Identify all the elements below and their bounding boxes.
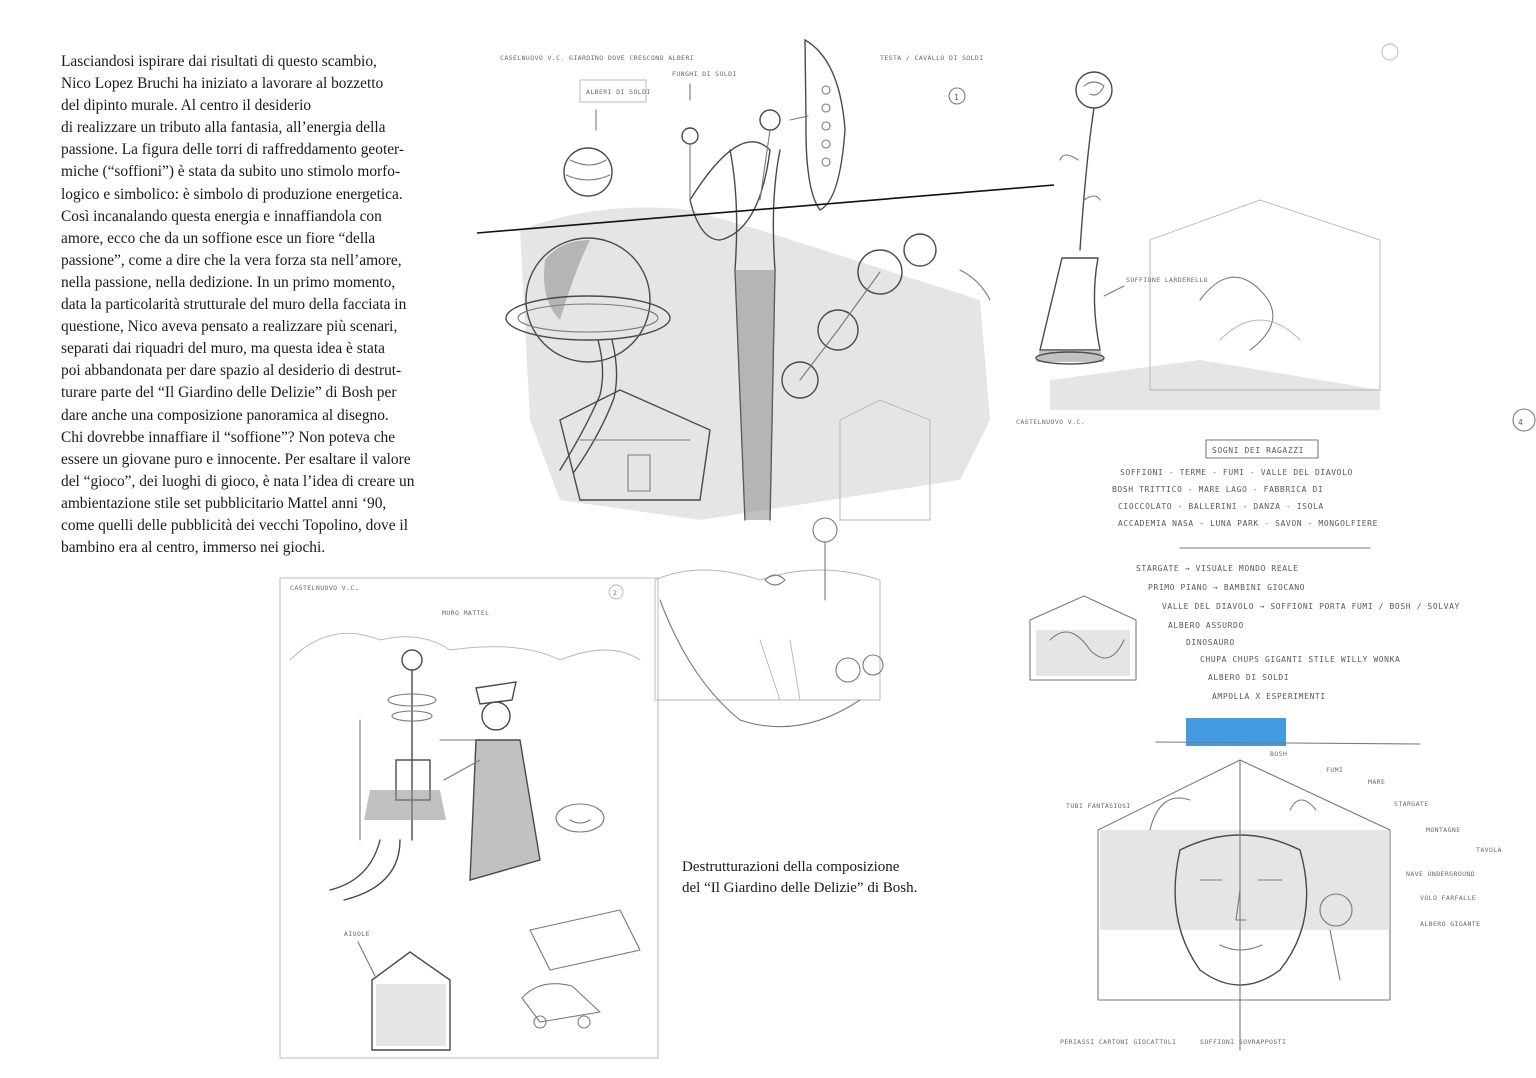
figure-caption [682,857,1012,899]
sketch-note-header-right: TESTA / CAVALLO DI SOLDI [880,54,984,62]
sketch-note-header-mid: FUNGHI DI SOLDI [672,70,737,78]
body-line: turare parte del “Il Giardino delle Delizie” di Bosh per [61,384,397,402]
body-line: bambino era al centro, immerso nei giochi. [61,539,326,557]
notes-title-box [1206,440,1318,458]
sketch-label: BOSH [1270,750,1288,758]
sketch-note-bottom: AIUOLE [344,930,370,938]
notes-line: STARGATE → VISUALE MONDO REALE [1136,564,1299,573]
sketch-label: FUMI [1326,766,1344,774]
caption-line: del “Il Giardino delle Delizie” di Bosh. [682,880,918,896]
pointer-line [477,185,1054,233]
body-line: separati dai riquadri del muro, ma questa idea è stata [61,340,385,358]
sketch-label: TUBI FANTASIOSI [1066,802,1131,810]
notes-line: ALBERO ASSURDO [1168,621,1244,630]
sketch-note-header: CASTELNUOVO V.C. [290,584,360,592]
body-line: miche (“soffioni”) è stata da subito uno stimolo morfo- [61,163,401,181]
blue-tape [1186,718,1286,746]
sketch-sheet-boy [280,578,658,1058]
notes-line: CIOCCOLATO - BALLERINI - DANZA - ISOLA [1118,502,1324,511]
body-line: logico e simbolico: è simbolo di produzione energetica. [61,185,403,203]
sketch-label: ALBERO GIGANTE [1420,920,1481,928]
page-number-mark [1513,409,1535,431]
body-line: del dipinto murale. Al centro il desiderio [61,97,312,115]
caption-line: Destrutturazioni della composizione [682,859,900,875]
notes-line: PRIMO PIANO → BAMBINI GIOCANO [1148,583,1306,592]
sketch-label: STARGATE [1394,800,1429,808]
notes-line: AMPOLLA X ESPERIMENTI [1212,692,1326,701]
body-line: Nico Lopez Bruchi ha iniziato a lavorare al bozzetto [61,75,384,93]
notes-line: VALLE DEL DIAVOLO → SOFFIONI PORTA FUMI / BOSH / SOLVAY [1162,602,1460,611]
body-line: passione. La figura delle torri di raffreddamento geoter- [61,141,404,159]
body-line: del “gioco”, dei luoghi di gioco, è nata l’idea di creare un [61,472,415,490]
sketch-sheet-face [1060,718,1502,1050]
sketch-notes [1030,440,1460,701]
notes-line: CHUPA CHUPS GIGANTI STILE WILLY WONKA [1200,655,1401,664]
body-line: dare anche una composizione panoramica al disegno. [61,406,389,424]
sketch-note-footer: CASTELNUOVO V.C. [1016,418,1086,426]
body-line: amore, ecco che da un soffione esce un fiore “della [61,229,376,247]
notes-line: DINOSAURO [1186,638,1235,647]
notes-title: SOGNI DEI RAGAZZI [1212,446,1305,455]
sketch-label: VOLO FARFALLE [1420,894,1477,902]
sketch-label: MONTAGNE [1426,826,1461,834]
body-line: Lasciandosi ispirare dai risultati di questo scambio, [61,53,377,70]
body-line: essere un giovane puro e innocente. Per esaltare il valore [61,450,411,468]
sketch-label: SOFFIONI SOVRAPPOSTI [1200,1038,1287,1046]
sketch-number-circle [949,88,965,104]
sketch-number: 2 [613,589,618,597]
sketch-note-header-left: CASELNUOVO V.C. GIARDINO DOVE CRESCONO ALBERI [500,54,695,62]
sketch-label: MARE [1368,778,1386,786]
body-line: poi abbandonata per dare spazio al desiderio di destrut- [61,362,402,380]
body-line: ambientazione stile set pubblicitario Mattel anni ‘90, [61,494,387,512]
body-line: nella passione, nella dedizione. In un primo momento, [61,273,396,291]
sketch-label: PERIASSI CARTONI GIOCATTOLI [1060,1038,1177,1046]
notes-line: SOFFIONI - TERME - FUMI - VALLE DEL DIAVOLO [1120,468,1353,477]
sketch-label: TAVOLA [1476,846,1502,854]
sketch-sheet-tower [500,40,990,727]
sketch-note-box [580,80,646,102]
notes-line: ACCADEMIA NASA - LUNA PARK - SAVON - MONGOLFIERE [1118,519,1378,528]
body-line: questione, Nico aveva pensato a realizzare più scenari, [61,318,398,336]
sketch-note-box-text: ALBERI DI SOLDI [586,88,651,96]
sketch-label: NAVE UNDERGROUND [1406,870,1476,878]
sketch-number: 1 [954,93,960,102]
sketch-sheet-frame [280,578,658,1058]
sketch-note-label: MURO MATTEL [442,609,490,617]
body-line: passione”, come a dire che la vera forza sta nell’amore, [61,251,402,269]
body-line: Così incanalando questa energia e innaffiandola con [61,207,382,225]
sketch-note-soffione: SOFFIONE LARDERELLO [1126,276,1208,284]
body-paragraph [61,51,481,559]
notes-line: BOSH TRITTICO - MARE LAGO - FABBRICA DI [1112,485,1324,494]
body-line: di realizzare un tributo alla fantasia, all’energia della [61,119,386,137]
body-line: come quelli delle pubblicità dei vecchi Topolino, dove il [61,516,408,534]
body-line: Chi dovrebbe innaffiare il “soffione”? Non poteva che [61,428,396,446]
body-line: data la particolarità strutturale del muro della facciata in [61,296,407,314]
notes-line: ALBERO DI SOLDI [1208,673,1290,682]
page-number: 4 [1518,418,1524,427]
sketch-sheet-soffione [1016,44,1398,426]
